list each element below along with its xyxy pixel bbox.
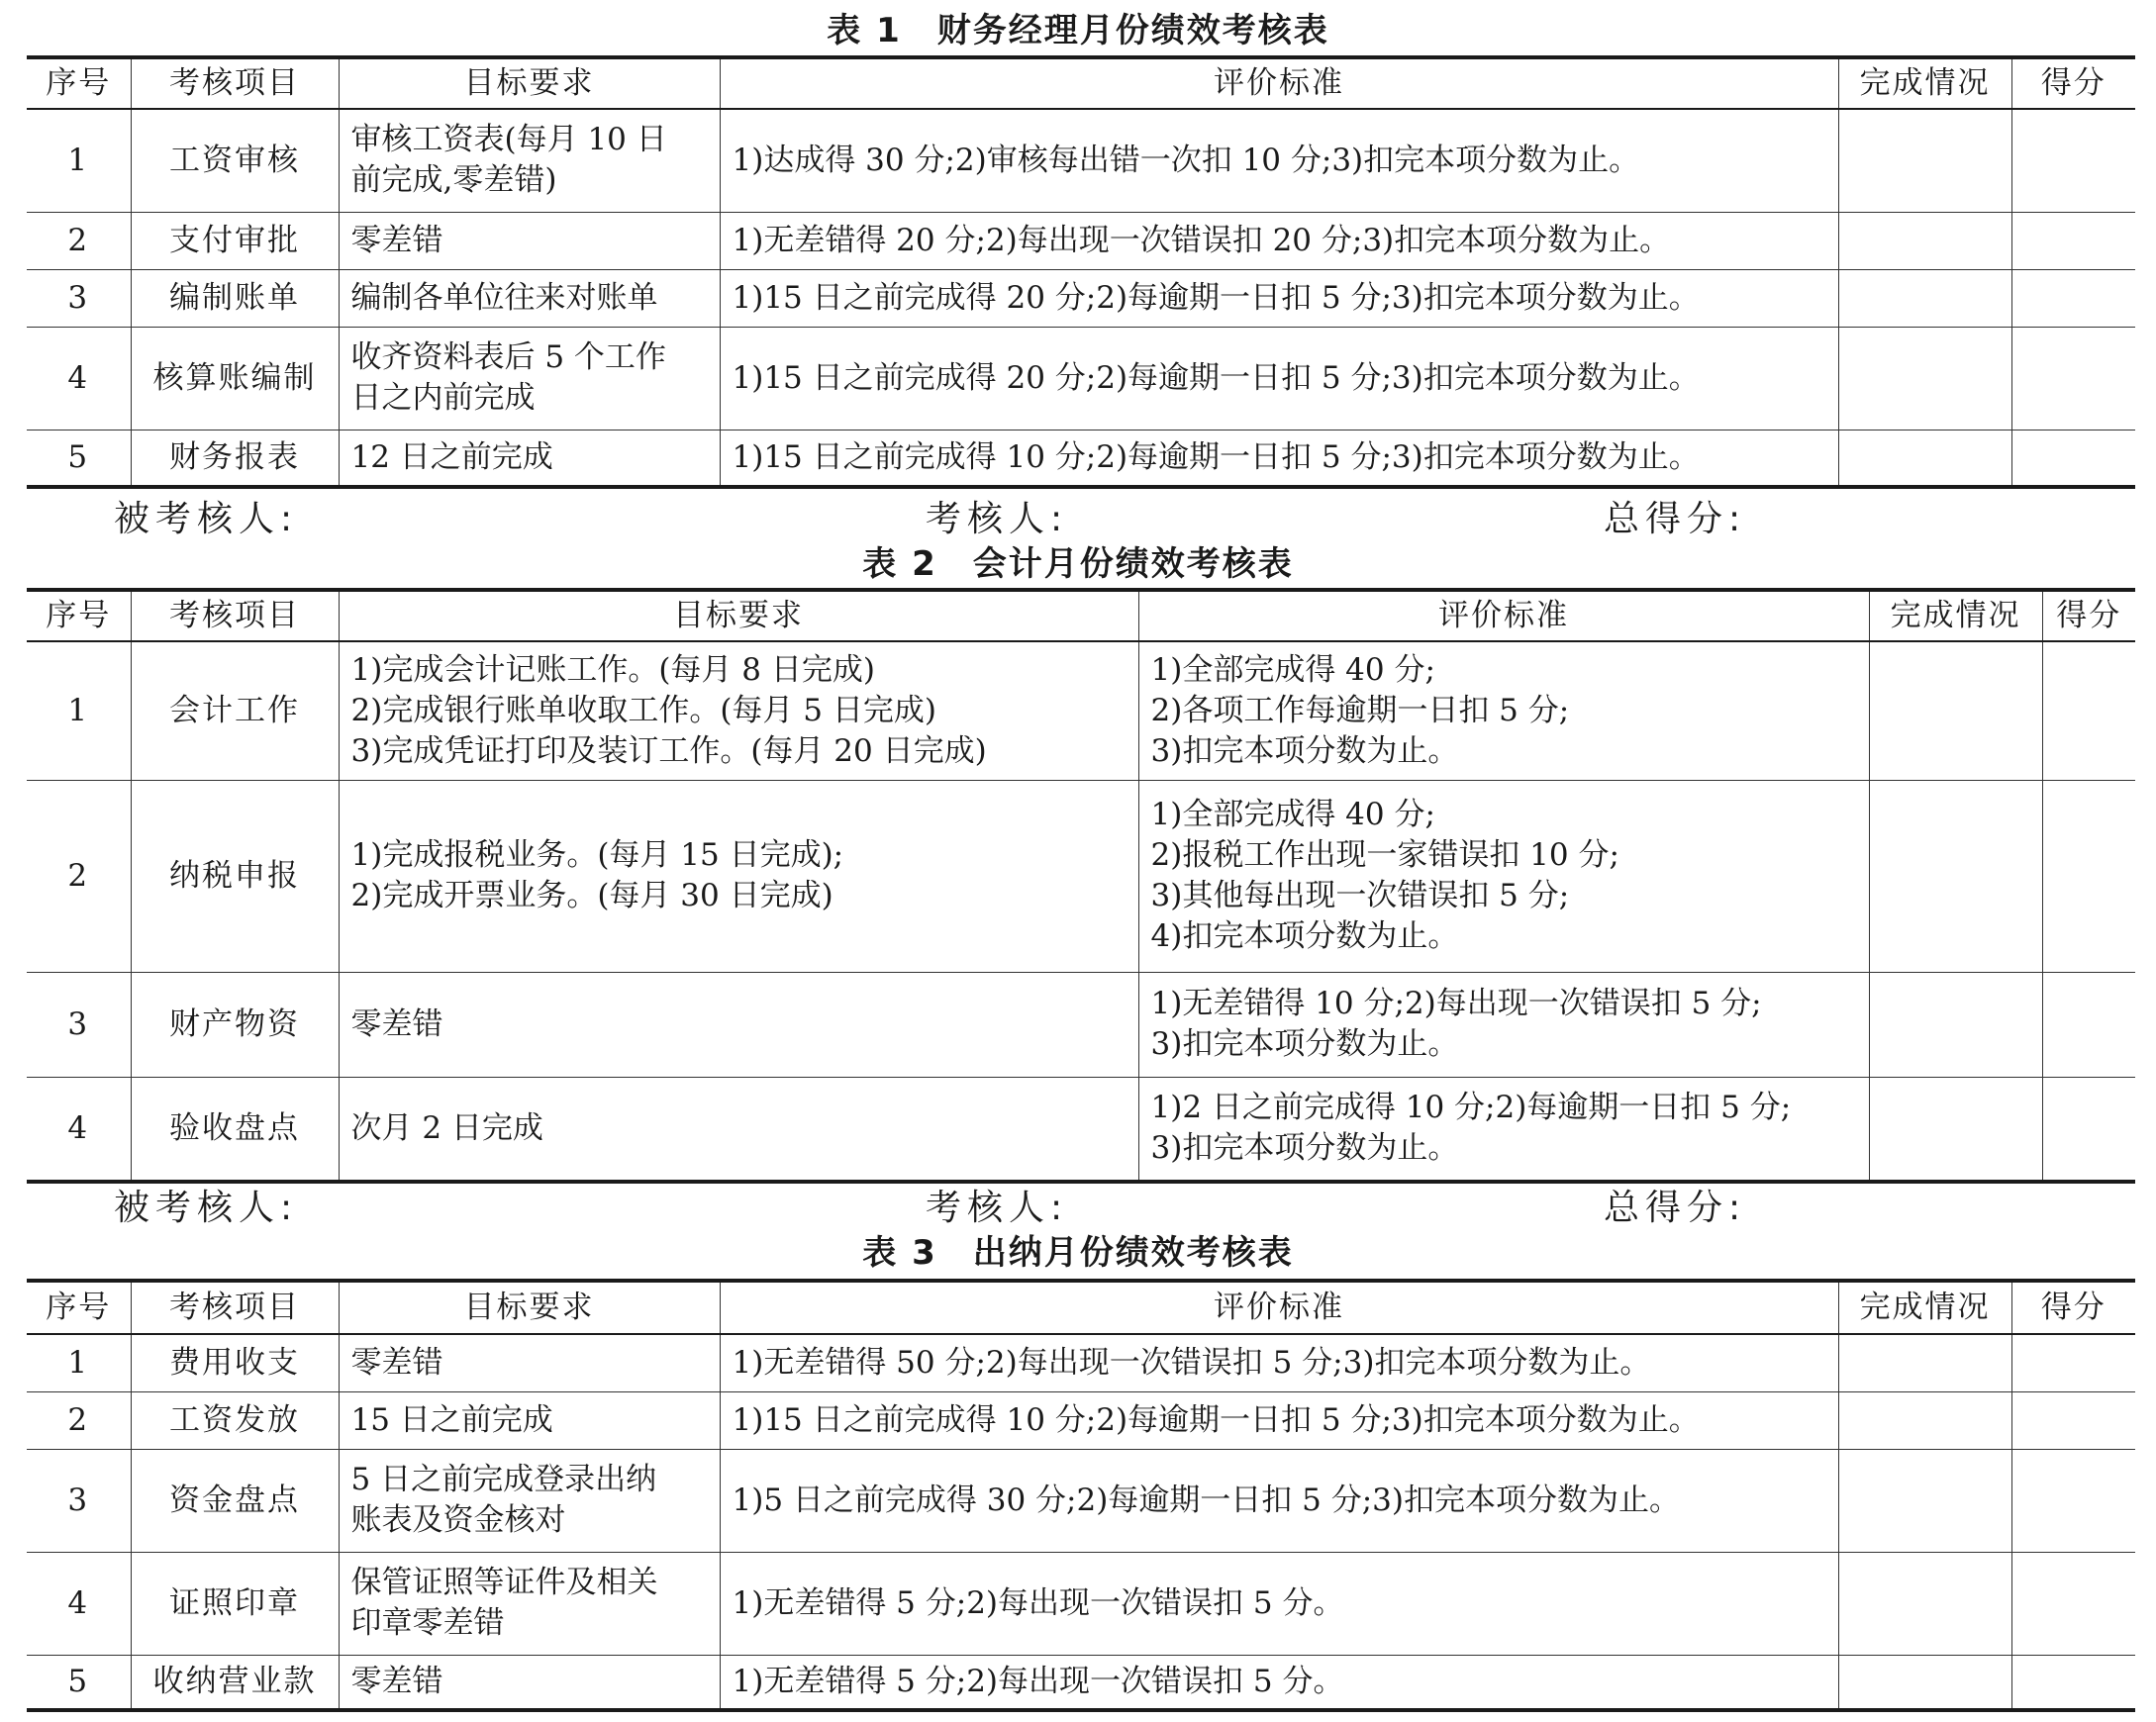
examinee-label: 被考核人: [114, 499, 299, 539]
cell-status [1838, 269, 2011, 327]
header-item: 考核项目 [131, 57, 339, 109]
total-score-label: 总得分: [1604, 499, 1747, 539]
cell-no: 2 [27, 212, 131, 269]
cell-score [2011, 1334, 2135, 1391]
table-row [27, 327, 2135, 430]
table-row [27, 780, 2135, 972]
table-row [27, 1552, 2135, 1655]
cell-score [2042, 780, 2135, 972]
header-target: 目标要求 [339, 590, 1138, 641]
table-row [27, 1449, 2135, 1552]
cell-no: 4 [27, 1552, 131, 1655]
examiner-label: 考核人: [926, 1188, 1069, 1228]
cell-item: 纳税申报 [131, 780, 339, 972]
table1-label: 表 1 [827, 11, 902, 50]
table-row [27, 972, 2135, 1077]
cell-no: 1 [27, 109, 131, 212]
cell-target: 审核工资表(每月 10 日 前完成,零差错) [339, 109, 720, 212]
table2-signature-line [0, 1184, 2156, 1233]
table2-label: 表 2 [862, 544, 937, 584]
cell-item: 费用收支 [131, 1334, 339, 1391]
table-row [27, 1077, 2135, 1182]
cell-criteria: 1)全部完成得 40 分; 2)报税工作出现一家错误扣 10 分; 3)其他每出现一次错误扣 5 分; 4)扣完本项分数为止。 [1138, 780, 1869, 972]
cell-score [2011, 109, 2135, 212]
cell-target: 收齐资料表后 5 个工作 日之内前完成 [339, 327, 720, 430]
header-target: 目标要求 [339, 1281, 720, 1334]
cell-status [1869, 1077, 2042, 1182]
table-header-row [27, 590, 2135, 641]
cell-score [2011, 269, 2135, 327]
cell-status [1838, 1391, 2011, 1449]
cell-criteria: 1)15 日之前完成得 20 分;2)每逾期一日扣 5 分;3)扣完本项分数为止。 [720, 269, 1838, 327]
header-criteria: 评价标准 [720, 57, 1838, 109]
table-row [27, 212, 2135, 269]
cell-item: 支付审批 [131, 212, 339, 269]
cell-criteria: 1)无差错得 50 分;2)每出现一次错误扣 5 分;3)扣完本项分数为止。 [720, 1334, 1838, 1391]
cell-item: 财产物资 [131, 972, 339, 1077]
cell-score [2011, 212, 2135, 269]
total-score-label: 总得分: [1604, 1188, 1747, 1228]
table-row [27, 1655, 2135, 1710]
cell-target: 零差错 [339, 1334, 720, 1391]
cell-target: 12 日之前完成 [339, 430, 720, 487]
header-item: 考核项目 [131, 1281, 339, 1334]
cell-score [2011, 1391, 2135, 1449]
table-row [27, 641, 2135, 780]
cell-no: 2 [27, 780, 131, 972]
cell-status [1838, 327, 2011, 430]
header-score: 得分 [2011, 1281, 2135, 1334]
header-no: 序号 [27, 590, 131, 641]
header-item: 考核项目 [131, 590, 339, 641]
cell-target: 零差错 [339, 1655, 720, 1710]
cell-no: 4 [27, 327, 131, 430]
cell-target: 保管证照等证件及相关 印章零差错 [339, 1552, 720, 1655]
table-row [27, 269, 2135, 327]
cell-target: 1)完成报税业务。(每月 15 日完成); 2)完成开票业务。(每月 30 日完成) [339, 780, 1138, 972]
cell-status [1838, 1334, 2011, 1391]
cell-item: 收纳营业款 [131, 1655, 339, 1710]
cell-item: 工资审核 [131, 109, 339, 212]
table1-title: 财务经理月份绩效考核表 [936, 11, 1329, 50]
cell-target: 编制各单位往来对账单 [339, 269, 720, 327]
examinee-label: 被考核人: [114, 1188, 299, 1228]
table3-caption [0, 1228, 2156, 1278]
cell-target: 次月 2 日完成 [339, 1077, 1138, 1182]
cell-criteria: 1)无差错得 10 分;2)每出现一次错误扣 5 分; 3)扣完本项分数为止。 [1138, 972, 1869, 1077]
cell-criteria: 1)5 日之前完成得 30 分;2)每逾期一日扣 5 分;3)扣完本项分数为止。 [720, 1449, 1838, 1552]
cell-score [2011, 1552, 2135, 1655]
cell-item: 证照印章 [131, 1552, 339, 1655]
table3-label: 表 3 [862, 1233, 937, 1273]
table2-caption [0, 539, 2156, 589]
cell-score [2011, 1449, 2135, 1552]
cell-status [1838, 1552, 2011, 1655]
table3-title: 出纳月份绩效考核表 [972, 1233, 1294, 1273]
cell-no: 3 [27, 1449, 131, 1552]
cell-item: 编制账单 [131, 269, 339, 327]
cell-target: 零差错 [339, 972, 1138, 1077]
examiner-label: 考核人: [926, 499, 1069, 539]
cell-no: 2 [27, 1391, 131, 1449]
header-no: 序号 [27, 1281, 131, 1334]
table3 [27, 1279, 2135, 1712]
cell-target: 1)完成会计记账工作。(每月 8 日完成) 2)完成银行账单收取工作。(每月 5 日完成) 3)完成凭证打印及装订工作。(每月 20 日完成) [339, 641, 1138, 780]
cell-score [2042, 1077, 2135, 1182]
cell-no: 5 [27, 430, 131, 487]
table1-signature-line [0, 495, 2156, 544]
header-score: 得分 [2042, 590, 2135, 641]
cell-score [2011, 1655, 2135, 1710]
cell-status [1869, 641, 2042, 780]
header-criteria: 评价标准 [1138, 590, 1869, 641]
cell-no: 3 [27, 972, 131, 1077]
cell-score [2011, 327, 2135, 430]
cell-status [1869, 780, 2042, 972]
cell-criteria: 1)15 日之前完成得 10 分;2)每逾期一日扣 5 分;3)扣完本项分数为止。 [720, 1391, 1838, 1449]
table2-title: 会计月份绩效考核表 [972, 544, 1294, 584]
header-target: 目标要求 [339, 57, 720, 109]
header-status: 完成情况 [1838, 1281, 2011, 1334]
cell-target: 5 日之前完成登录出纳 账表及资金核对 [339, 1449, 720, 1552]
cell-target: 15 日之前完成 [339, 1391, 720, 1449]
cell-no: 5 [27, 1655, 131, 1710]
table-row [27, 1334, 2135, 1391]
cell-criteria: 1)2 日之前完成得 10 分;2)每逾期一日扣 5 分; 3)扣完本项分数为止。 [1138, 1077, 1869, 1182]
cell-status [1838, 212, 2011, 269]
cell-criteria: 1)全部完成得 40 分; 2)各项工作每逾期一日扣 5 分; 3)扣完本项分数为止。 [1138, 641, 1869, 780]
cell-criteria: 1)15 日之前完成得 10 分;2)每逾期一日扣 5 分;3)扣完本项分数为止。 [720, 430, 1838, 487]
table-header-row [27, 1281, 2135, 1334]
header-no: 序号 [27, 57, 131, 109]
cell-status [1838, 1449, 2011, 1552]
table-row [27, 430, 2135, 487]
table-header-row [27, 57, 2135, 109]
cell-criteria: 1)无差错得 5 分;2)每出现一次错误扣 5 分。 [720, 1655, 1838, 1710]
table2 [27, 588, 2135, 1184]
header-status: 完成情况 [1869, 590, 2042, 641]
cell-criteria: 1)15 日之前完成得 20 分;2)每逾期一日扣 5 分;3)扣完本项分数为止。 [720, 327, 1838, 430]
header-criteria: 评价标准 [720, 1281, 1838, 1334]
cell-item: 财务报表 [131, 430, 339, 487]
cell-no: 3 [27, 269, 131, 327]
cell-target: 零差错 [339, 212, 720, 269]
cell-no: 4 [27, 1077, 131, 1182]
cell-score [2042, 641, 2135, 780]
cell-no: 1 [27, 1334, 131, 1391]
header-status: 完成情况 [1838, 57, 2011, 109]
cell-status [1838, 109, 2011, 212]
cell-criteria: 1)无差错得 5 分;2)每出现一次错误扣 5 分。 [720, 1552, 1838, 1655]
cell-item: 核算账编制 [131, 327, 339, 430]
cell-criteria: 1)无差错得 20 分;2)每出现一次错误扣 20 分;3)扣完本项分数为止。 [720, 212, 1838, 269]
cell-no: 1 [27, 641, 131, 780]
table1 [27, 55, 2135, 489]
cell-criteria: 1)达成得 30 分;2)审核每出错一次扣 10 分;3)扣完本项分数为止。 [720, 109, 1838, 212]
cell-score [2042, 972, 2135, 1077]
cell-item: 资金盘点 [131, 1449, 339, 1552]
cell-item: 会计工作 [131, 641, 339, 780]
cell-score [2011, 430, 2135, 487]
header-score: 得分 [2011, 57, 2135, 109]
table1-caption [0, 6, 2156, 55]
cell-item: 工资发放 [131, 1391, 339, 1449]
cell-status [1869, 972, 2042, 1077]
table-row [27, 1391, 2135, 1449]
cell-status [1838, 1655, 2011, 1710]
cell-item: 验收盘点 [131, 1077, 339, 1182]
table-row [27, 109, 2135, 212]
cell-status [1838, 430, 2011, 487]
